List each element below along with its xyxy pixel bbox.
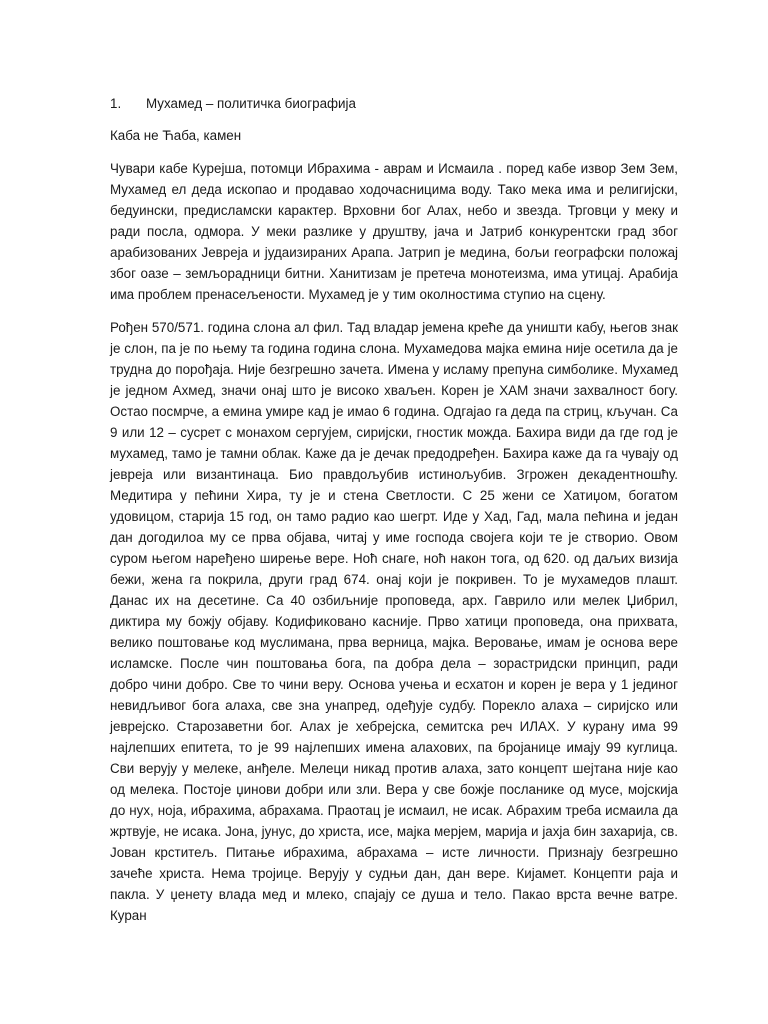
subheading: Каба не Ћаба, камен — [110, 128, 242, 143]
section-heading — [110, 93, 678, 114]
heading-text: Мухамед – политичка биографија — [146, 96, 356, 111]
heading-number: 1. — [110, 96, 122, 111]
paragraph-2: Рођен 570/571. година слона ал фил. Тад владар јемена креће да уништи кабу, његов знак је слон, па је по њему та година година слона. Мухамедова мајка емина није осетила да је трудна до порођаја. Није безгрешно зачета. Имена у исламу препуна симболике. Мухамед је једном Ахмед, значи онај што је високо хваљен. Корен је ХАМ значи захвалност богу. Остао посмрче, а емина умире кад је имао 6 година. Одгајао га деда па стриц, кључан. Са 9 или 12 – сусрет с монахом сергујем, сиријски, гностик можда. Бахира види да где год је мухамед, тамо је тамни облак. Каже да је дечак предодређен. Бахира каже да га чувају од јевреја или византинаца. Био правдољубив истинољубив. Згрожен декадентношћу. Медитира у пећини Хира, ту је и стена Светлости. С 25 жени се Хатиџом, богатом удовицом, старија 15 год, он тамо радио као шегрт. Иде у Хад, Гад, мала пећина и један дан догодилоа му се прва објава, читај у име господа својега који те је створио. Овом суром његом наређено ширење вере. Ноћ снаге, ноћ након тога, од 620. од даљих визија бежи, жена га покрила, други град 674. онај који је покривен. То је мухамедов плашт. Данас их на десетине. Са 40 озбиљније проповеда, арх. Гаврило или мелек Џибрил, диктира му божју објаву. Кодификовано касније. Прво хатици проповеда, она прихвата, велико поштовање код муслимана, прва верница, мајка. Веровање, имам је основа вере исламске. После чин поштовања бога, па добра дела – зорастридски принцип, ради добро чини добро. Све то чини веру. Основа учења и есхатон и корен је вера у 1 јединог невидљивог бога алаха, све зна унапред, одеђује судбу. Порекло алаха – сиријско или јеврејско. Старозаветни бог. Алах је хебрејска, семитска реч ИЛАХ. У курану има 99 најлепших епитета, то је 99 најлепших имена алахових, па бројанице имају 99 куглица. Сви верују у мелеке, анђеле. Мелеци никад против алаха, зато концепт шејтана није као од мелека. Постоје џинови добри или зли. Вера у све божје посланике од мусе, мојскија до нух, ноја, ибрахима, абрахама. Праотац је исмаил, не исак. Абрахим треба исмаила да жртвује, не исака. Јона, јунус, до христа, исе, мајка мерјем, марија и јахја бин захарија, св. Јован крститељ. Питање ибрахима, абрахама – исте личности. Признају безгрешно зачеће христа. Нема тројице. Верују у судњи дан, дан вере. Кијамет. Концепти раја и пакла. У џенету влада мед и млеко, спајају се душа и тело. Пакао врста вечне ватре. Куран — [110, 320, 678, 923]
paragraph-1: Чувари кабе Курејша, потомци Ибрахима - аврам и Исмаила . поред кабе извор Зем Зем, Мухамед ел деда ископао и продавао ходочасницима воду. Тако мека има и религијски, бедуински, предисламски карактер. Врховни бог Алах, небо и звезда. Трговци у меку и ради посла, одмора. У меки разлике у друштву, јача и Јатриб конкурентски град због арабизованих Јевреја и јудаизираних Арапа. Јатрип је медина, бољи географски положај због оазе – земљорадници битни. Ханитизам је претеча монотеизма, има утицај. Арабија има проблем пренасељености. Мухамед је у тим околностима ступио на сцену. — [110, 161, 678, 302]
document-page — [110, 93, 678, 938]
